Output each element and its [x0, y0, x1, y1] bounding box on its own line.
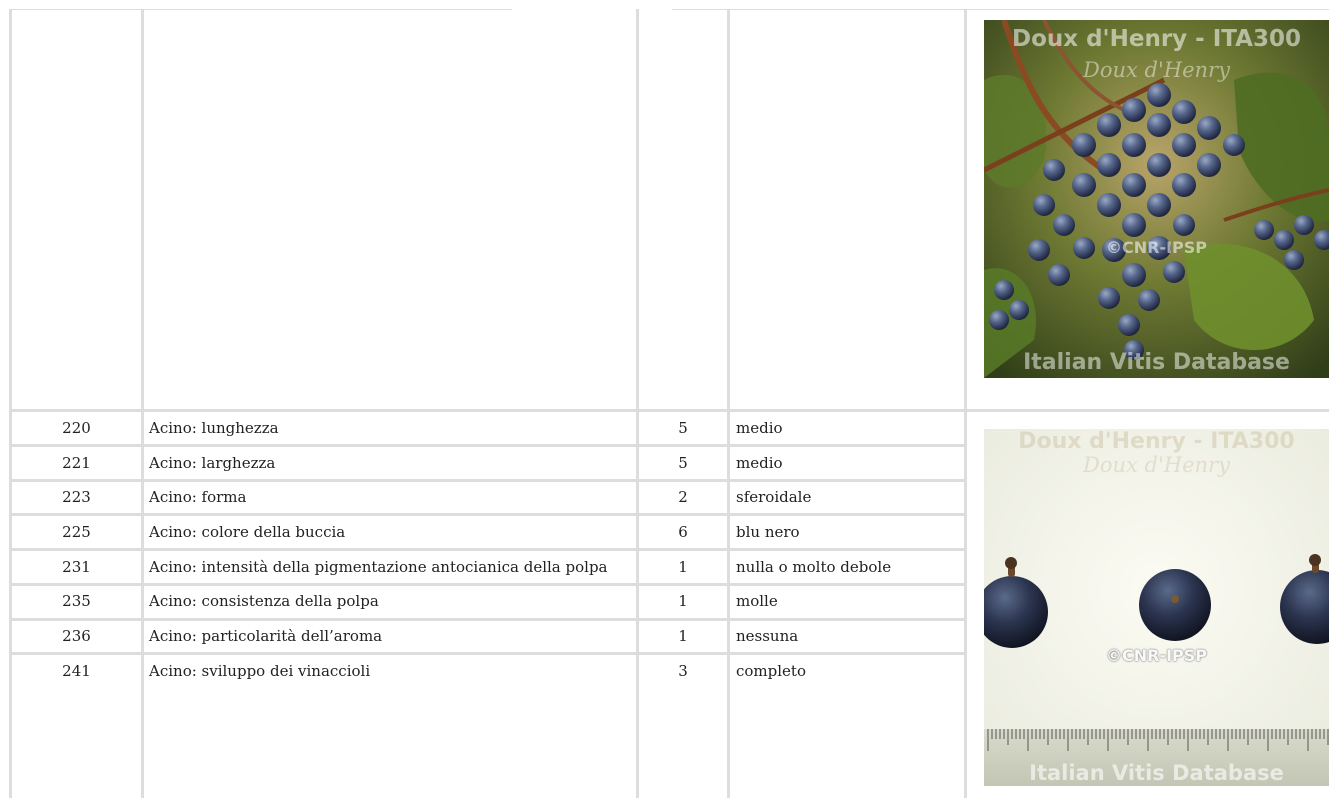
character-description: Acino: particolarità dell’aroma — [149, 627, 383, 645]
character-code: 241 — [62, 662, 91, 680]
character-value: 1 — [678, 558, 688, 576]
character-description: Acino: consistenza della polpa — [149, 592, 379, 610]
grape-bunch-photo[interactable] — [984, 20, 1329, 378]
table-row — [12, 516, 964, 548]
character-code: 221 — [62, 454, 91, 472]
watermark-footer: Italian Vitis Database — [1029, 761, 1284, 785]
character-value-label: molle — [736, 592, 778, 610]
table-row — [12, 551, 964, 583]
watermark-subtitle: Doux d'Henry — [1083, 58, 1230, 82]
berries-photo[interactable] — [984, 429, 1329, 786]
table-row — [12, 585, 964, 617]
character-value: 2 — [678, 488, 688, 506]
character-code: 235 — [62, 592, 91, 610]
character-value: 6 — [678, 523, 688, 541]
character-value-label: sferoidale — [736, 488, 812, 506]
character-code: 225 — [62, 523, 91, 541]
character-code: 220 — [62, 419, 91, 437]
character-value-label: medio — [736, 454, 783, 472]
character-value: 5 — [678, 419, 688, 437]
table-row — [12, 447, 964, 479]
berries-illustration — [984, 429, 1329, 786]
character-description: Acino: colore della buccia — [149, 523, 346, 541]
watermark-title: Doux d'Henry - ITA300 — [1011, 26, 1301, 52]
character-value: 5 — [678, 454, 688, 472]
character-value-label: nessuna — [736, 627, 799, 645]
watermark-title: Doux d'Henry - ITA300 — [1018, 429, 1295, 454]
character-code: 236 — [62, 627, 91, 645]
character-description: Acino: sviluppo dei vinaccioli — [149, 662, 371, 680]
character-value-label: nulla o molto debole — [736, 558, 892, 576]
character-description: Acino: forma — [149, 488, 247, 506]
character-value: 1 — [678, 627, 688, 645]
character-value-label: blu nero — [736, 523, 800, 541]
watermark-subtitle: Doux d'Henry — [1083, 453, 1230, 477]
table-row — [12, 412, 964, 444]
character-value: 3 — [678, 662, 688, 680]
character-description: Acino: intensità della pigmentazione antocianica della polpa — [149, 558, 608, 576]
character-value-label: medio — [736, 419, 783, 437]
character-value: 1 — [678, 592, 688, 610]
character-description: Acino: larghezza — [149, 454, 276, 472]
character-code: 231 — [62, 558, 91, 576]
table-top-border — [672, 9, 1329, 10]
character-description: Acino: lunghezza — [149, 419, 279, 437]
table-row — [12, 655, 964, 687]
character-code: 223 — [62, 488, 91, 506]
watermark-footer: Italian Vitis Database — [1023, 350, 1290, 375]
table-top-border — [10, 9, 512, 10]
copyright-watermark: ©CNR-IPSP — [1105, 238, 1208, 257]
table-row — [12, 481, 964, 513]
table-row — [12, 620, 964, 652]
copyright-watermark: ©CNR-IPSP — [1105, 646, 1208, 665]
character-value-label: completo — [736, 662, 806, 680]
column-divider — [964, 9, 967, 798]
